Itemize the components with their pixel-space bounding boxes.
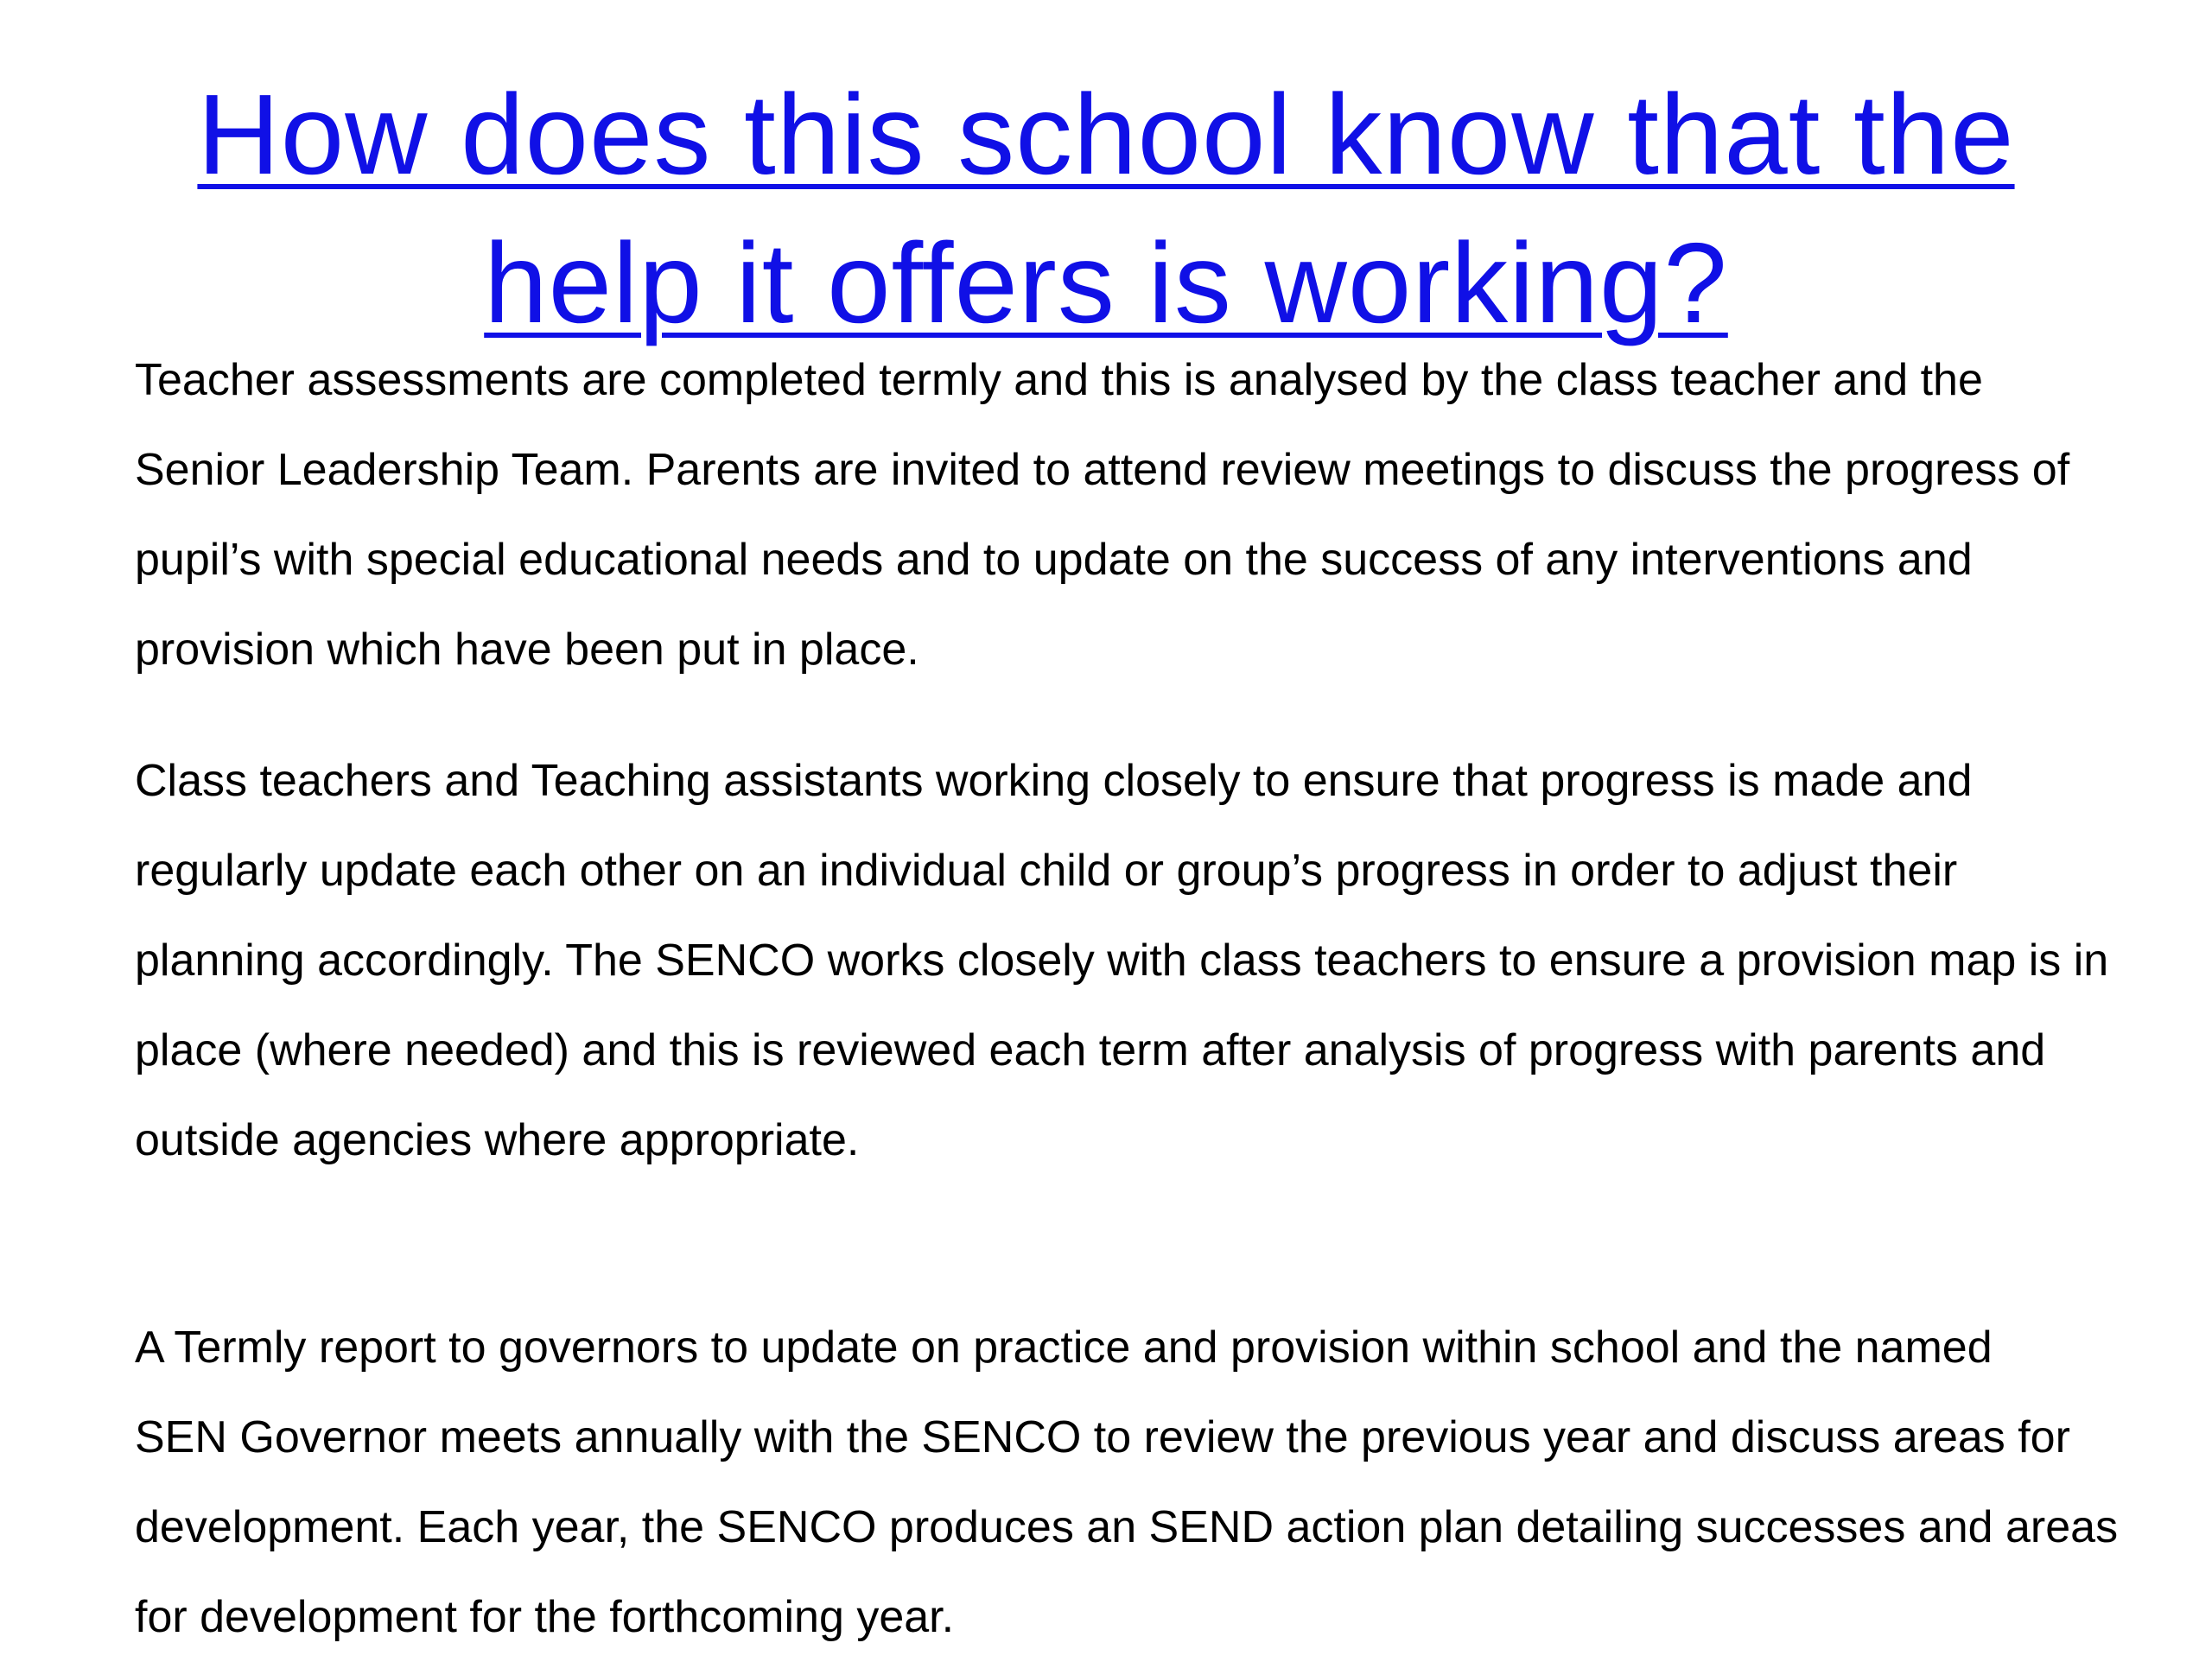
paragraph-line: A Termly report to governors to update on practice and provision within school and the named	[135, 1323, 1993, 1373]
paragraph-teacher-assessments	[135, 335, 2122, 695]
paragraph-line: provision which have been put in place.	[135, 625, 919, 675]
paragraph-line: for development for the forthcoming year.	[135, 1592, 955, 1642]
paragraph-line: pupil’s with special educational needs and to update on the success of any interventions and	[135, 535, 1973, 585]
paragraph-line: development. Each year, the SENCO produces an SEND action plan detailing successes and areas	[135, 1502, 2119, 1552]
paragraph-line: SEN Governor meets annually with the SENCO to review the previous year and discuss areas for	[135, 1412, 2070, 1462]
paragraph-class-teachers	[135, 736, 2122, 1185]
title-line-1: How does this school know that the	[197, 71, 2015, 198]
page-title[interactable]	[130, 60, 2082, 358]
title-line-2: help it offers is working?	[484, 219, 1728, 346]
paragraph-line: Senior Leadership Team. Parents are invited to attend review meetings to discuss the progress of	[135, 445, 2070, 495]
paragraph-line: regularly update each other on an individual child or group’s progress in order to adjust their	[135, 846, 1958, 896]
paragraph-line: place (where needed) and this is reviewed each term after analysis of progress with parents and	[135, 1025, 2046, 1075]
paragraph-line: outside agencies where appropriate.	[135, 1115, 860, 1165]
paragraph-line: planning accordingly. The SENCO works closely with class teachers to ensure a provision map is in	[135, 936, 2109, 986]
paragraph-governors-report	[135, 1303, 2122, 1662]
paragraph-line: Teacher assessments are completed termly and this is analysed by the class teacher and the	[135, 355, 1983, 405]
paragraph-line: Class teachers and Teaching assistants working closely to ensure that progress is made and	[135, 756, 1973, 806]
